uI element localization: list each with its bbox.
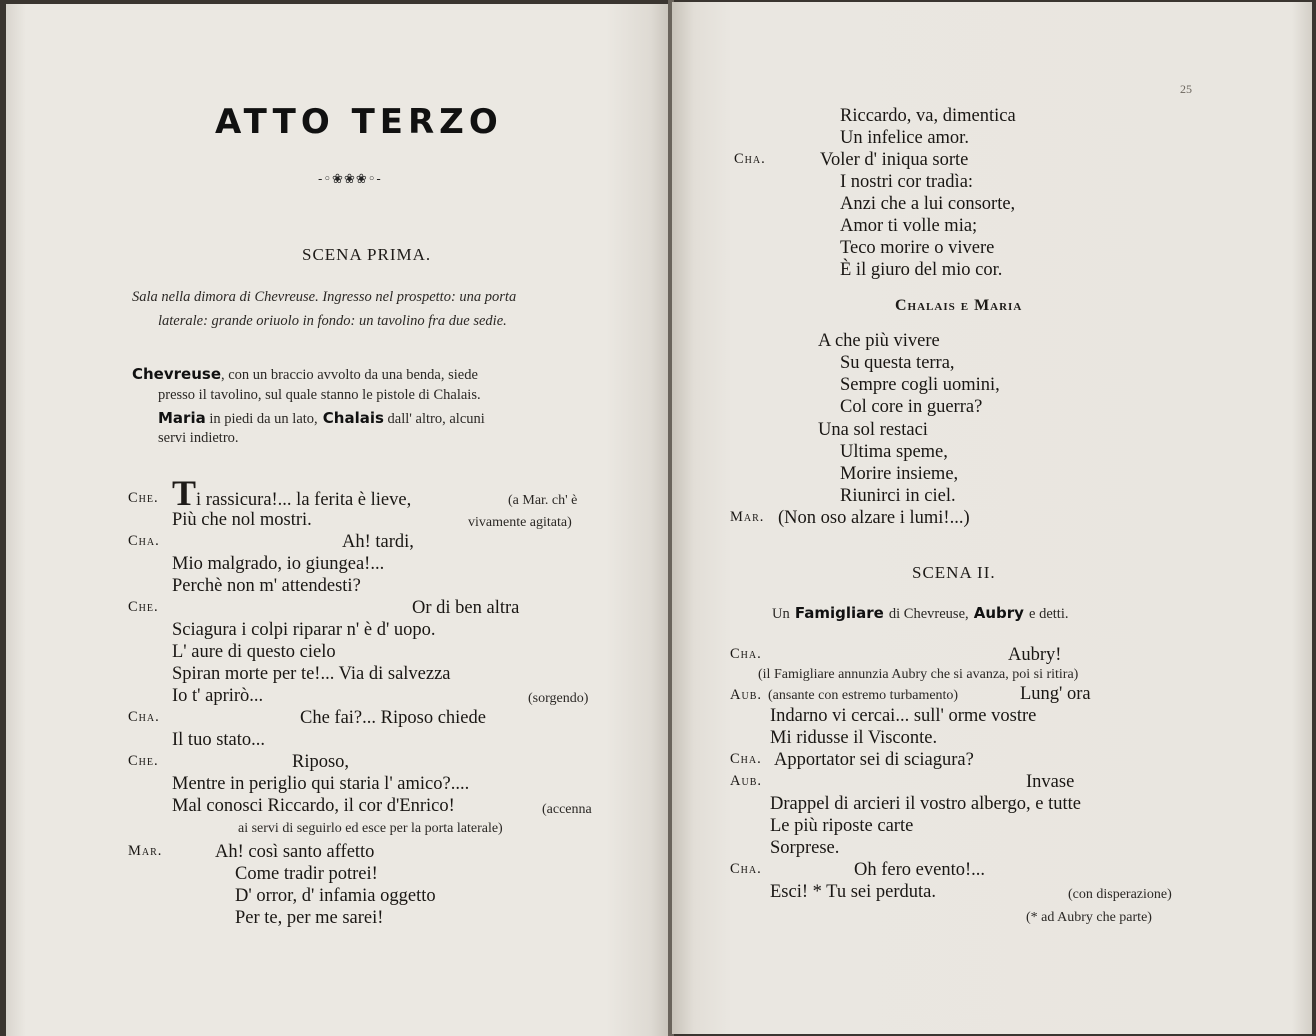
right-page	[672, 2, 1312, 1034]
verse-line: Riccardo, va, dimentica	[840, 106, 1016, 126]
act-title: ATTO TERZO	[215, 102, 503, 142]
verse-line: D' orror, d' infamia oggetto	[235, 886, 436, 906]
duet-heading: Chalais e Maria	[895, 297, 1023, 314]
verse-line: Ultima speme,	[840, 442, 948, 462]
verse-line: Su questa terra,	[840, 353, 955, 373]
verse-line: Sempre cogli uomini,	[840, 375, 1000, 395]
verse-line: (Non oso alzare i lumi!...)	[778, 508, 970, 528]
scene-title: SCENA II.	[912, 563, 996, 582]
speaker-che: Che.	[128, 599, 159, 615]
verse-line: Mi ridusse il Visconte.	[770, 728, 938, 748]
verse-line: Sciagura i colpi riparar n' è d' uopo.	[172, 620, 436, 640]
verse-line: Che fai?... Riposo chiede	[300, 708, 486, 728]
stage-direction: (il Famigliare annunzia Aubry che si avanza, poi si ritira)	[758, 667, 1079, 682]
verse-line: Mio malgrado, io giungea!...	[172, 554, 385, 574]
verse-line: A che più vivere	[818, 331, 940, 351]
speaker-aub: Aub.	[730, 687, 762, 703]
character-name-chalais: Chalais	[322, 409, 384, 427]
speaker-che: Che.	[128, 490, 159, 506]
character-description-line-2: presso il tavolino, sul quale stanno le pistole di Chalais.	[158, 387, 481, 403]
verse-line: Voler d' iniqua sorte	[820, 150, 969, 170]
verse-line: Il tuo stato...	[172, 730, 266, 750]
stage-direction: (sorgendo)	[528, 691, 589, 706]
scene-characters	[772, 603, 1069, 623]
stage-direction: (ansante con estremo turbamento)	[768, 688, 959, 703]
verse-line: Ah! così santo affetto	[215, 842, 375, 862]
verse-line: Per te, per me sarei!	[235, 908, 384, 928]
speaker-cha: Cha.	[128, 533, 160, 549]
setting-line-2: laterale: grande oriuolo in fondo: un tavolino fra due sedie.	[158, 313, 507, 329]
character-name-famigliare: Famigliare	[794, 604, 884, 622]
description-text: e detti.	[1029, 606, 1069, 622]
speaker-mar: Mar.	[730, 509, 765, 525]
verse-line: Sorprese.	[770, 838, 840, 858]
speaker-cha: Cha.	[128, 709, 160, 725]
description-text: in piedi da un lato,	[205, 411, 318, 427]
verse-line	[172, 473, 412, 513]
verse-line: Un infelice amor.	[840, 128, 969, 148]
verse-line: Le più riposte carte	[770, 816, 914, 836]
description-text: di Chevreuse,	[888, 606, 969, 622]
verse-line: Una sol restaci	[818, 420, 928, 440]
verse-line: Indarno vi cercai... sull' orme vostre	[770, 706, 1037, 726]
verse-line: È il giuro del mio cor.	[840, 260, 1003, 280]
setting-line-1: Sala nella dimora di Chevreuse. Ingresso nel prospetto: una porta	[132, 289, 517, 305]
verse-line: Oh fero evento!...	[854, 860, 985, 880]
drop-cap: T	[172, 473, 197, 513]
verse-line: Perchè non m' attendesti?	[172, 576, 361, 596]
speaker-cha: Cha.	[730, 646, 762, 662]
stage-direction: (* ad Aubry che parte)	[1026, 910, 1152, 925]
character-description-line-4: servi indietro.	[158, 430, 239, 446]
verse-line: Lung' ora	[1020, 684, 1091, 704]
verse-line: Col core in guerra?	[840, 397, 983, 417]
verse-line: Aubry!	[1008, 645, 1062, 665]
character-name-aubry: Aubry	[973, 604, 1024, 622]
verse-line: Esci! * Tu sei perduta.	[770, 882, 936, 902]
verse-line: Or di ben altra	[412, 598, 520, 618]
verse-line: Morire insieme,	[840, 464, 959, 484]
verse-line: L' aure di questo cielo	[172, 642, 336, 662]
speaker-aub: Aub.	[730, 773, 762, 789]
verse-line: Invase	[1026, 772, 1075, 792]
verse-line: Teco morire o vivere	[840, 238, 995, 258]
speaker-mar: Mar.	[128, 843, 163, 859]
ornament-divider: -◦❀❀❀◦-	[318, 172, 382, 187]
character-name-chevreuse: Chevreuse	[132, 365, 221, 383]
speaker-cha: Cha.	[730, 861, 762, 877]
character-name-maria: Maria	[158, 409, 206, 427]
verse-line: I nostri cor tradìa:	[840, 172, 974, 192]
verse-line: Spiran morte per te!... Via di salvezza	[172, 664, 451, 684]
verse-line: Io t' aprirò...	[172, 686, 264, 706]
scene-title: SCENA PRIMA.	[302, 245, 432, 264]
description-text: , con un braccio avvolto da una benda, siede	[221, 367, 478, 383]
verse-line: Riunirci in ciel.	[840, 486, 956, 506]
speaker-che: Che.	[128, 753, 159, 769]
verse-line: Anzi che a lui consorte,	[840, 194, 1016, 214]
stage-direction: (accenna	[542, 802, 592, 817]
speaker-cha: Cha.	[734, 151, 766, 167]
verse-line: Ah! tardi,	[342, 532, 414, 552]
verse-line: Apportator sei di sciagura?	[774, 750, 974, 770]
stage-direction: (a Mar. ch' è	[508, 493, 578, 508]
verse-line: Mal conosci Riccardo, il cor d'Enrico!	[172, 796, 455, 816]
character-description-line-1	[132, 364, 478, 384]
stage-direction: vivamente agitata)	[468, 515, 572, 530]
verse-line: Più che nol mostri.	[172, 510, 312, 530]
character-description-line-3	[158, 408, 485, 428]
description-text: Un	[772, 606, 790, 622]
stage-direction: (con disperazione)	[1068, 887, 1172, 902]
verse-line: Riposo,	[292, 752, 350, 772]
verse-line: Drappel di arcieri il vostro albergo, e tutte	[770, 794, 1081, 814]
speaker-cha: Cha.	[730, 751, 762, 767]
verse-line: Mentre in periglio qui staria l' amico?....	[172, 774, 470, 794]
description-text: dall' altro, alcuni	[383, 411, 485, 427]
verse-text: i rassicura!... la ferita è lieve,	[196, 490, 412, 510]
verse-line: Come tradir potrei!	[235, 864, 378, 884]
stage-direction: ai servi di seguirlo ed esce per la porta laterale)	[238, 821, 503, 836]
verse-line: Amor ti volle mia;	[840, 216, 978, 236]
page-number: 25	[1180, 82, 1192, 96]
